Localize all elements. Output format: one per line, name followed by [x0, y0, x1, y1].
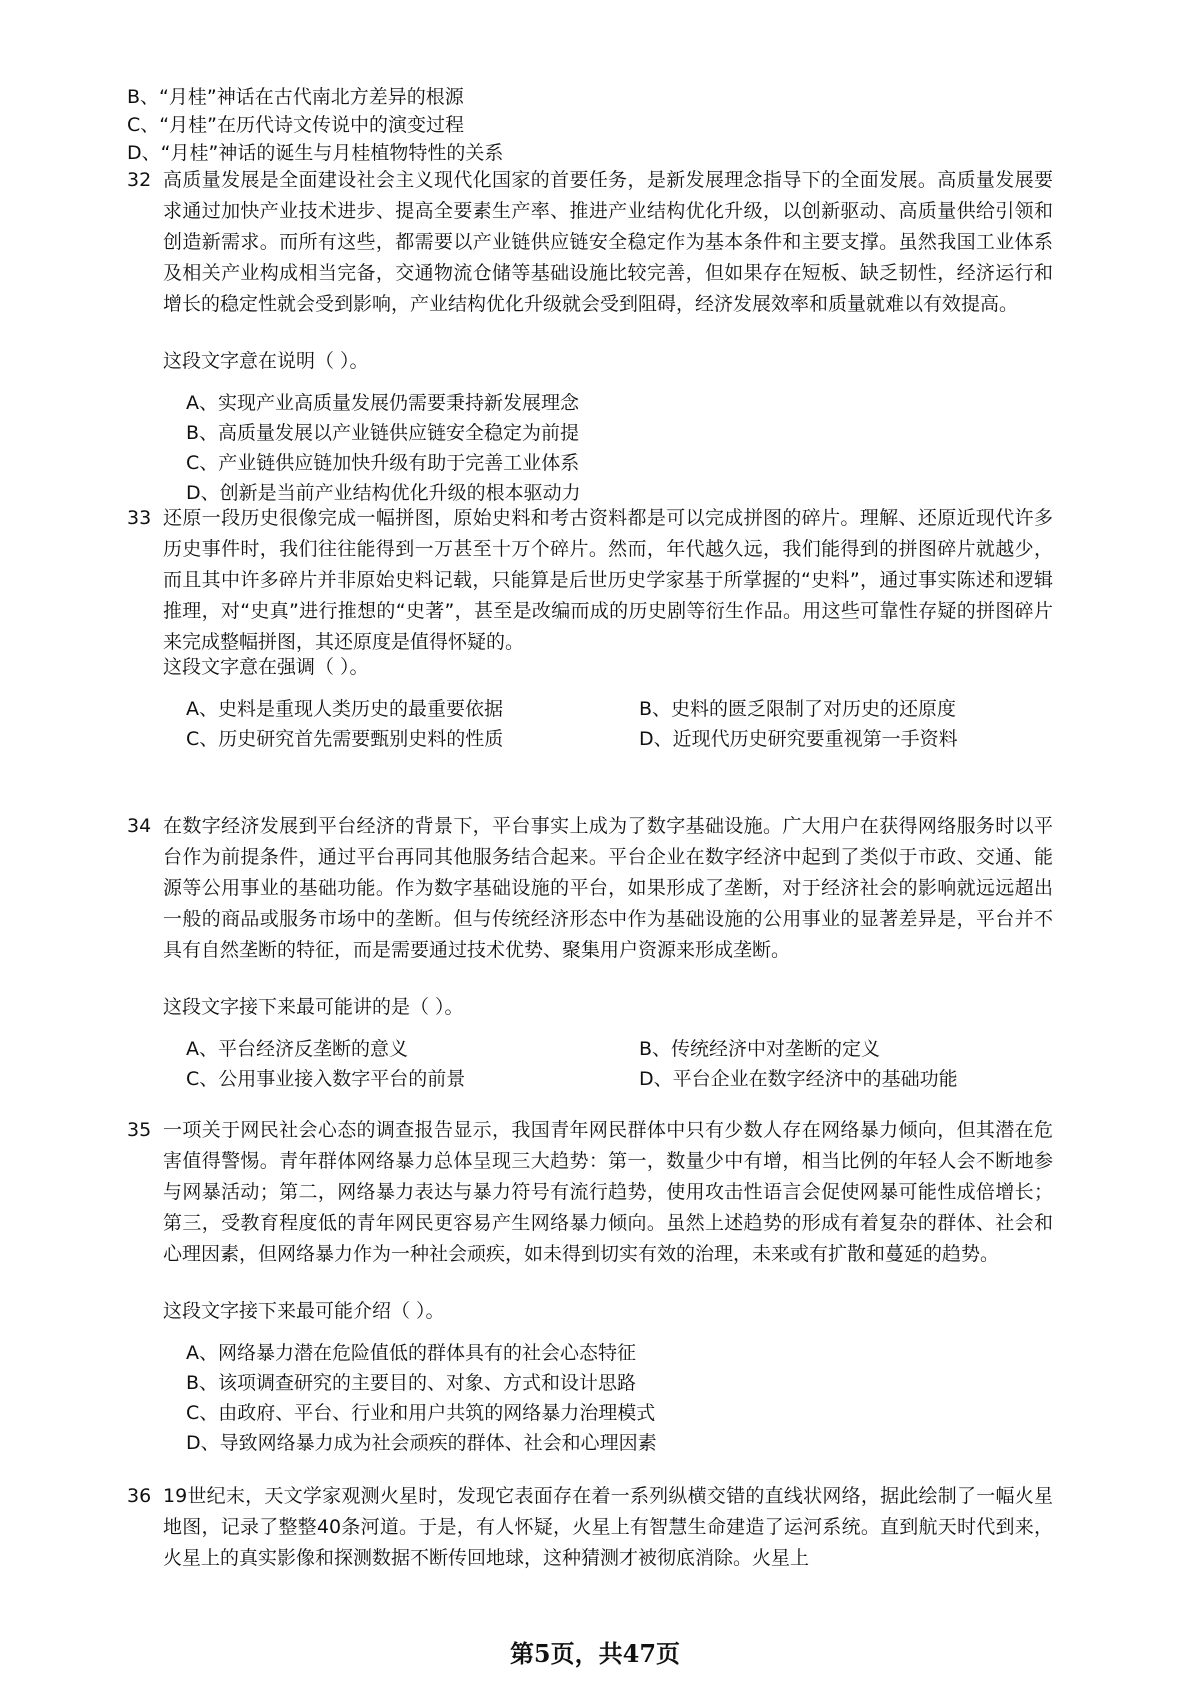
option-line: B、“月桂”神话在古代南北方差异的根源	[127, 86, 464, 108]
option-line: C、“月桂”在历代诗文传说中的演变过程	[127, 114, 464, 136]
question-text: 在数字经济发展到平台经济的背景下，平台事实上成为了数字基础设施。广大用户在获得网络服务时以平台作为前提条件，通过平台再同其他服务结合起来。平台企业在数字经济中起到了类似于市政、交通、能源等公用事业的基础功能。作为数字基础设施的平台，如果形成了垄断，对于经济社会的影响就远远超出一般的商品或服务市场中的垄断。但与传统经济形态中作为基础设施的公用事业的显著差异是，平台并不具有自然垄断的特征，而是需要通过技术优势、聚集用户资源来形成垄断。	[163, 815, 1053, 961]
question-text: 高质量发展是全面建设社会主义现代化国家的首要任务，是新发展理念指导下的全面发展。高质量发展要求通过加快产业技术进步、提高全要素生产率、推进产业结构优化升级，以创新驱动、高质量供给引领和创造新需求。而所有这些，都需要以产业链供应链安全稳定作为基本条件和主要支撑。虽然我国工业体系及相关产业构成相当完备，交通物流仓储等基础设施比较完善，但如果存在短板、缺乏韧性，经济运行和增长的稳定性就会受到影响，产业结构优化升级就会受到阻碍，经济发展效率和质量就难以有效提高。	[163, 169, 1053, 315]
options	[186, 1034, 1046, 1094]
option-d[interactable]: D、平台企业在数字经济中的基础功能	[639, 1068, 958, 1090]
option-b[interactable]: B、高质量发展以产业链供应链安全稳定为前提	[186, 422, 580, 444]
option-a[interactable]: A、网络暴力潜在危险值低的群体具有的社会心态特征	[186, 1342, 636, 1364]
option-b[interactable]: B、传统经济中对垄断的定义	[639, 1038, 881, 1060]
question-text: 还原一段历史很像完成一幅拼图，原始史料和考古资料都是可以完成拼图的碎片。理解、还原近现代许多历史事件时，我们往往能得到一万甚至十万个碎片。然而，年代越久远，我们能得到的拼图碎片就越少，而且其中许多碎片并非原始史料记载，只能算是后世历史学家基于所掌握的“史料”，通过事实陈述和逻辑推理，对“史真”进行推想的“史著”，甚至是改编而成的历史剧等衍生作品。用这些可靠性存疑的拼图碎片来完成整幅拼图，其还原度是值得怀疑的。	[163, 507, 1053, 653]
page-footer: 第5页，共47页	[509, 1639, 681, 1668]
option-c[interactable]: C、由政府、平台、行业和用户共筑的网络暴力治理模式	[186, 1402, 656, 1424]
option-c[interactable]: C、产业链供应链加快升级有助于完善工业体系	[186, 452, 580, 474]
question-number: 36	[127, 1485, 152, 1507]
question-number: 34	[127, 815, 152, 837]
question-number: 35	[127, 1119, 152, 1141]
option-d[interactable]: D、近现代历史研究要重视第一手资料	[639, 728, 958, 750]
question-prompt: 这段文字意在强调（ ）。	[163, 656, 369, 678]
question-text: 19世纪末，天文学家观测火星时，发现它表面存在着一系列纵横交错的直线状网络，据此绘制了一幅火星地图，记录了整整40条河道。于是，有人怀疑，火星上有智慧生命建造了运河系统。直到航天时代到来，火星上的真实影像和探测数据不断传回地球，这种猜测才被彻底消除。火星上	[163, 1485, 1053, 1569]
option-a[interactable]: A、实现产业高质量发展仍需要秉持新发展理念	[186, 392, 579, 414]
question-prompt: 这段文字意在说明（ ）。	[163, 350, 369, 372]
question-text: 一项关于网民社会心态的调查报告显示，我国青年网民群体中只有少数人存在网络暴力倾向，但其潜在危害值得警惕。青年群体网络暴力总体呈现三大趋势：第一，数量少中有增，相当比例的年轻人会不断地参与网暴活动；第二，网络暴力表达与暴力符号有流行趋势，使用攻击性语言会促使网暴可能性成倍增长；第三，受教育程度低的青年网民更容易产生网络暴力倾向。虽然上述趋势的形成有着复杂的群体、社会和心理因素，但网络暴力作为一种社会顽疾，如未得到切实有效的治理，未来或有扩散和蔓延的趋势。	[163, 1119, 1053, 1265]
options	[186, 694, 1046, 754]
options	[186, 388, 1046, 508]
option-c[interactable]: C、公用事业接入数字平台的前景	[186, 1068, 466, 1090]
options	[186, 1338, 1046, 1458]
option-b[interactable]: B、该项调查研究的主要目的、对象、方式和设计思路	[186, 1372, 637, 1394]
option-a[interactable]: A、史料是重现人类历史的最重要依据	[186, 698, 503, 720]
question-number: 32	[127, 169, 152, 191]
option-c[interactable]: C、历史研究首先需要甄别史料的性质	[186, 728, 504, 750]
option-b[interactable]: B、史料的匮乏限制了对历史的还原度	[639, 698, 957, 720]
option-d[interactable]: D、创新是当前产业结构优化升级的根本驱动力	[186, 482, 581, 504]
option-a[interactable]: A、平台经济反垄断的意义	[186, 1038, 408, 1060]
option-line: D、“月桂”神话的诞生与月桂植物特性的关系	[127, 142, 504, 164]
question-prompt: 这段文字接下来最可能介绍（ ）。	[163, 1300, 445, 1322]
option-d[interactable]: D、导致网络暴力成为社会顽疾的群体、社会和心理因素	[186, 1432, 657, 1454]
question-number: 33	[127, 507, 152, 529]
question-prompt: 这段文字接下来最可能讲的是（ ）。	[163, 996, 464, 1018]
